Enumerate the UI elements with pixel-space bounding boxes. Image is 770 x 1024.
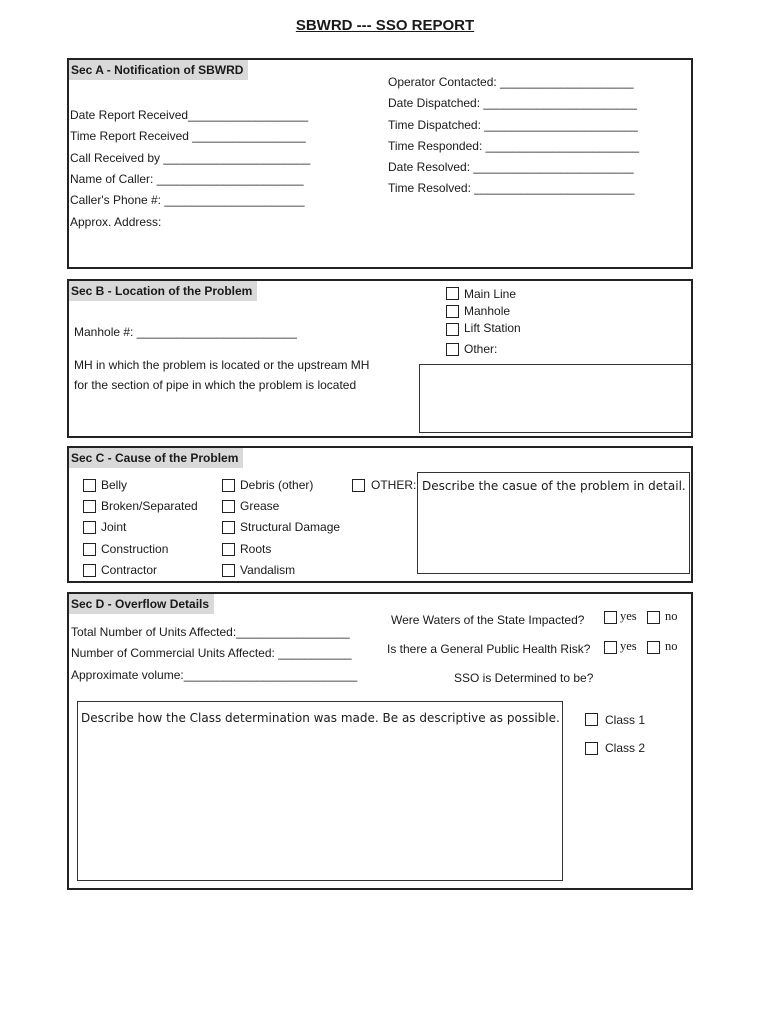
contractor-label: Contractor	[101, 563, 158, 577]
debris-label: Debris (other)	[240, 478, 314, 492]
roots-label: Roots	[240, 542, 272, 556]
contractor-checkbox[interactable]	[83, 564, 96, 577]
cause-description-text: Describe the casue of the problem in detail.	[422, 479, 686, 493]
debris-checkbox[interactable]	[222, 479, 235, 492]
belly-label: Belly	[101, 478, 128, 492]
other-location-checkbox[interactable]	[446, 343, 459, 356]
caller-phone-field[interactable]: Caller's Phone #: _____________________	[70, 193, 305, 207]
other-cause-checkbox[interactable]	[352, 479, 365, 492]
lift-station-checkbox[interactable]	[446, 323, 459, 336]
joint-label: Joint	[101, 520, 127, 534]
section-c-header: Sec C - Cause of the Problem	[69, 448, 243, 468]
main-line-checkbox[interactable]	[446, 287, 459, 300]
mh-description-line1: MH in which the problem is located or the upstream MH	[74, 358, 370, 372]
time-responded-field[interactable]: Time Responded: _______________________	[388, 139, 640, 153]
construction-label: Construction	[101, 542, 169, 556]
manhole-checkbox[interactable]	[446, 305, 459, 318]
page-title: SBWRD --- SSO REPORT	[295, 17, 475, 34]
grease-label: Grease	[240, 499, 280, 513]
manhole-label: Manhole	[464, 304, 511, 318]
mh-description-line2: for the section of pipe in which the problem is located	[74, 378, 357, 392]
call-received-by-field[interactable]: Call Received by ______________________	[70, 151, 311, 165]
other-location-label: Other:	[464, 342, 498, 356]
other-location-textbox[interactable]	[419, 364, 692, 433]
total-units-field[interactable]: Total Number of Units Affected:_________________	[71, 625, 350, 639]
broken-separated-checkbox[interactable]	[83, 500, 96, 513]
grease-checkbox[interactable]	[222, 500, 235, 513]
approx-address-field[interactable]: Approx. Address:	[70, 215, 162, 229]
waters-yes-label: yes	[620, 609, 637, 623]
class2-checkbox[interactable]	[585, 742, 598, 755]
sso-determination-question: SSO is Determined to be?	[454, 671, 594, 685]
health-yes-label: yes	[620, 639, 637, 653]
approximate-volume-field[interactable]: Approximate volume:__________________________	[71, 668, 358, 682]
date-dispatched-field[interactable]: Date Dispatched: _______________________	[388, 96, 637, 110]
class-description-text: Describe how the Class determination was made. Be as descriptive as possible.	[81, 711, 560, 725]
waters-no-label: no	[665, 609, 678, 623]
manhole-number-field[interactable]: Manhole #: ________________________	[74, 325, 297, 339]
section-c	[67, 446, 693, 583]
class1-label: Class 1	[605, 713, 646, 727]
section-a-header: Sec A - Notification of SBWRD	[69, 60, 248, 80]
waters-no-checkbox[interactable]	[647, 611, 660, 624]
waters-yes-checkbox[interactable]	[604, 611, 617, 624]
section-b	[67, 279, 693, 438]
health-no-label: no	[665, 639, 678, 653]
time-resolved-field[interactable]: Time Resolved: ________________________	[388, 181, 635, 195]
health-no-checkbox[interactable]	[647, 641, 660, 654]
roots-checkbox[interactable]	[222, 543, 235, 556]
structural-damage-label: Structural Damage	[240, 520, 341, 534]
broken-separated-label: Broken/Separated	[101, 499, 198, 513]
section-d	[67, 592, 693, 890]
health-risk-question: Is there a General Public Health Risk?	[387, 642, 591, 656]
section-a	[67, 58, 693, 269]
class1-checkbox[interactable]	[585, 713, 598, 726]
lift-station-label: Lift Station	[464, 321, 521, 335]
section-d-header: Sec D - Overflow Details	[69, 594, 214, 614]
date-resolved-field[interactable]: Date Resolved: ________________________	[388, 160, 634, 174]
class2-label: Class 2	[605, 741, 646, 755]
cause-description-textbox[interactable]	[417, 472, 690, 574]
waters-impacted-question: Were Waters of the State Impacted?	[391, 613, 585, 627]
joint-checkbox[interactable]	[83, 521, 96, 534]
time-dispatched-field[interactable]: Time Dispatched: _______________________	[388, 118, 638, 132]
construction-checkbox[interactable]	[83, 543, 96, 556]
name-of-caller-field[interactable]: Name of Caller: ______________________	[70, 172, 304, 186]
main-line-label: Main Line	[464, 287, 517, 301]
belly-checkbox[interactable]	[83, 479, 96, 492]
vandalism-checkbox[interactable]	[222, 564, 235, 577]
section-b-header: Sec B - Location of the Problem	[69, 281, 257, 301]
health-yes-checkbox[interactable]	[604, 641, 617, 654]
date-report-received-field[interactable]: Date Report Received__________________	[70, 108, 309, 122]
class-description-textbox[interactable]	[77, 701, 563, 881]
structural-damage-checkbox[interactable]	[222, 521, 235, 534]
operator-contacted-field[interactable]: Operator Contacted: ____________________	[388, 75, 634, 89]
vandalism-label: Vandalism	[240, 563, 296, 577]
other-cause-label: OTHER:	[371, 478, 417, 492]
commercial-units-field[interactable]: Number of Commercial Units Affected: ___________	[71, 646, 352, 660]
time-report-received-field[interactable]: Time Report Received _________________	[70, 129, 306, 143]
